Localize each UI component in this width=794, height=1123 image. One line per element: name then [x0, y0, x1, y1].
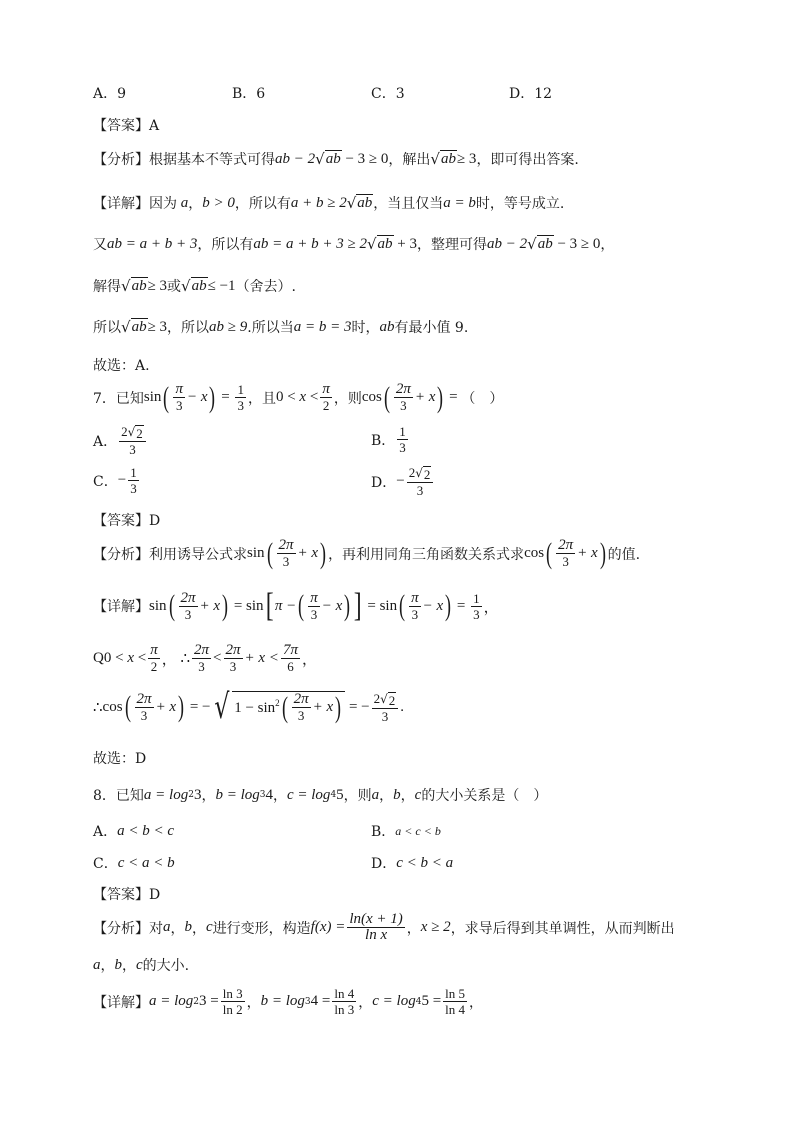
q6-detail-2: 又 ab = a + b + 3 ，所以有 ab = a + b + 3 ≥ 2 √ ab + 3 ，整理可得 ab − 2 √ ab − 3 ≥ 0 ， [93, 235, 615, 253]
q7-stem: 7．已知 sin ( $\frac{\pi}{3}$ − x ) = $\frac{1}{3}$ ，且 0 < x < $\frac{\pi}{2}$ ，则 cos ( $\frac{2\pi}{3}$ + x ) = （ ） [93, 380, 504, 414]
q8-option-b: B． a < c < b [371, 823, 441, 840]
q8-analysis: 【分析】 对 a ， b ， c 进行变形，构造 f(x) = $\frac{\ln(x + 1)}{\text{ln x}}$ ， x ≥ 2 ，求导后得到其单调性，从而判断出 [93, 911, 675, 943]
q6-analysis: 【分析】 根据基本不等式可得 ab − 2 √ ab − 3 ≥ 0 ，解出 √ ab ≥ 3 ，即可得出答案. [93, 150, 579, 168]
q8-detail: 【详解】 a = log 2 3 = $\frac{\ln 3}{\ln 2}$ ， b = log 3 4 = $\frac{\ln 4}{\ln 3}$ ， c = log 4 5 = $\frac{\ln 5}{\ln 4}$ ， [93, 986, 484, 1017]
q7-option-c: C． − $\frac{1}{3}$ [93, 465, 137, 496]
q7-detail-2: Q 0 < x < $\frac{\pi}{2}$ ， ∴ $\frac{2\pi}{3}$ < $\frac{2\pi}{3}$ + x < $\frac{7\pi}{6}$ ， [93, 642, 317, 674]
q7-analysis: 【分析】 利用诱导公式求 sin ( $\frac{2\pi}{3}$ + x ) ，再利用同角三角函数关系式求 cos ( $\frac{2\pi}{3}$ + x ) 的值. [93, 536, 641, 570]
q7-answer: 【答案】D [93, 513, 161, 529]
option-a: A．9 [93, 86, 127, 102]
q7-option-a: A． 2 √ 2 3 [93, 424, 148, 457]
q8-answer: 【答案】D [93, 887, 161, 903]
q8-option-c: C． c < a < b [93, 854, 175, 872]
option-d: D．12 [509, 86, 553, 102]
q7-choose: 故选：D [93, 751, 147, 767]
q7-option-b: B． $\frac{1}{3}$ [371, 424, 406, 455]
option-b: B．6 [232, 86, 266, 102]
q6-detail-4: 所以 √ ab ≥ 3 ，所以 ab ≥ 9 .所以当 a = b = 3 时， ab 有最小值 9. [93, 318, 469, 336]
q8-stem: 8．已知 a = log 2 3 ， b = log 3 4 ， c = log 4 5 ，则 a ， b ， c 的大小关系是（ ） [93, 786, 548, 804]
q8-option-a: A． a < b < c [93, 822, 175, 840]
q6-choose: 故选：A. [93, 358, 150, 374]
q8-analysis-2: a ， b ， c 的大小. [93, 956, 190, 974]
q6-detail-1: 【详解】 因为 a ， b > 0 ，所以有 a + b ≥ 2 √ ab ，当且仅当 a = b 时，等号成立. [93, 194, 565, 212]
q6-answer: 【答案】A [93, 118, 160, 134]
q8-option-d: D． c < b < a [371, 854, 454, 872]
q7-detail-3: ∴ cos ( $\frac{2\pi}{3}$ + x ) = − √ $1 - \sin^2$ ( $\frac{2\pi}{3}$ + x ) = − 2 √ 2 3 . [93, 687, 405, 727]
q7-option-d: D． − 2 √ 2 3 [371, 465, 435, 498]
option-c: C．3 [371, 86, 405, 102]
q6-detail-3: 解得 √ ab ≥ 3 或 √ ab ≤ −1 （舍去）. [93, 277, 297, 295]
q7-detail-1: 【详解】 sin ( $\frac{2\pi}{3}$ + x ) = sin [ π − ( $\frac{\pi}{3}$ − x ) ] = sin ( $\frac{\pi}{3}$ − x ) = $\frac{1}{3}$ ， [93, 587, 499, 624]
